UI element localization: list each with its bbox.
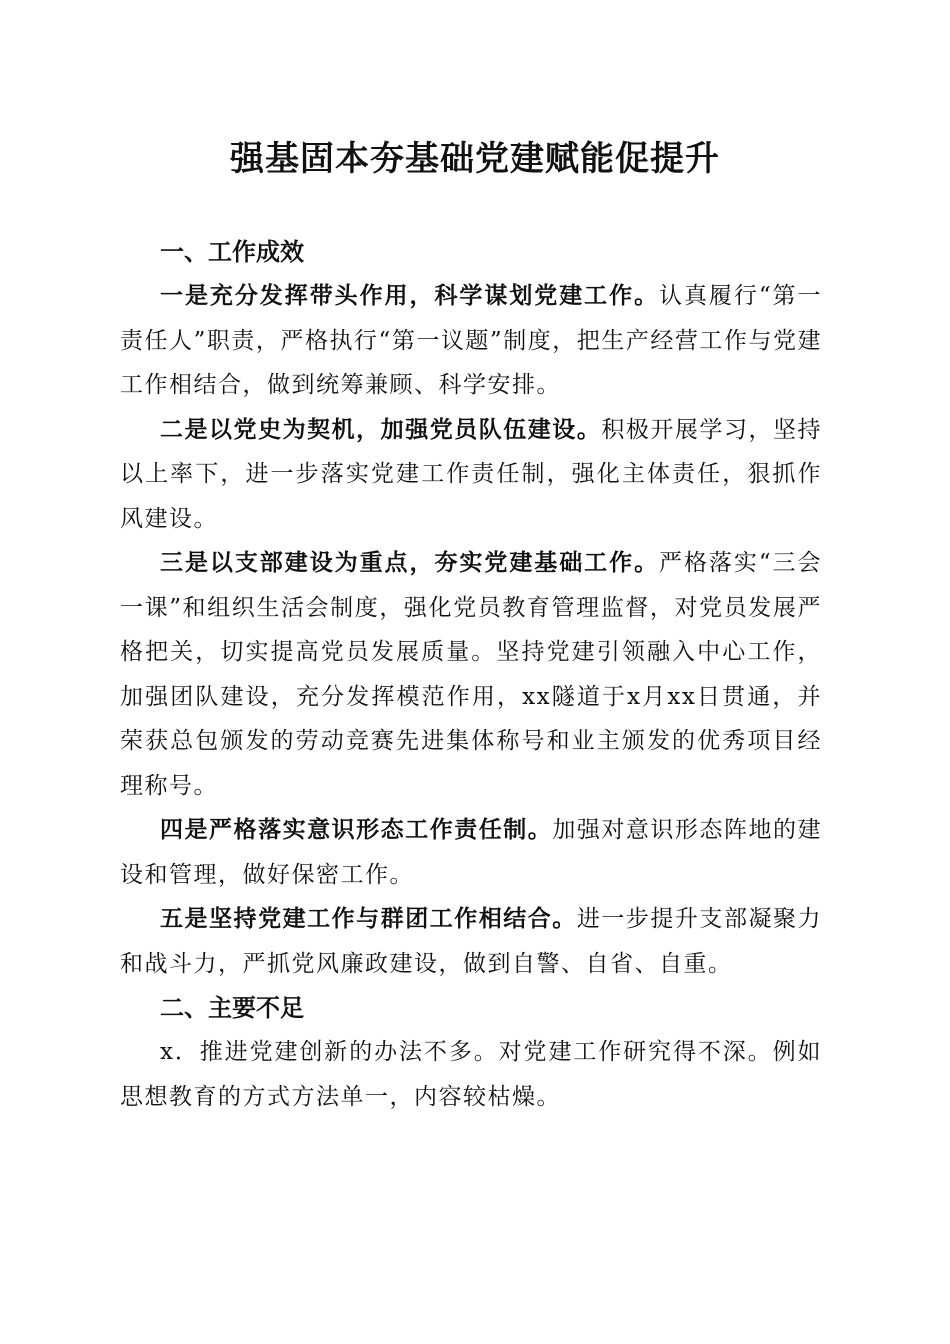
paragraph-lead: 二是以党史为契机，加强党员队伍建设。 [160,415,602,443]
paragraph-lead: 三是以支部建设为重点，夯实党建基础工作。 [160,549,660,576]
paragraph-lead: 一是充分发挥带头作用，科学谋划党建工作。 [160,282,660,309]
paragraph-item-3 [120,541,822,808]
paragraph-text: 加强对意识形态阵地的建设和管理，做好保密工作。 [120,817,823,888]
paragraph-lead: 四是严格落实意识形态工作责任制。 [160,816,553,843]
paragraph-text: 进一步提升支部凝聚力和战斗力，严抓党风廉政建设，做到自警、自省、自重。 [120,906,823,977]
paragraph-text: 严格落实“三会一课”和组织生活会制度，强化党员教育管理监督，对党员发展严格把关，切实提高党员发展质量。坚持党建引领融入中心工作，加强团队建设，充分发挥模范作用，xx隧道于x月xx日贯通，并荣获总包颁发的劳动竞赛先进集体称号和业主颁发的优秀项目经理称号。 [120,550,822,799]
paragraph-item-2 [120,408,822,542]
document-title: 强基固本夯基础党建赋能促提升 [230,139,720,179]
paragraph-text: 积极开展学习，坚持以上率下，进一步落实党建工作责任制，强化主体责任，狠抓作风建设。 [120,416,823,532]
section-heading-achievements: 一、工作成效 [160,238,304,266]
paragraph-item-5 [120,897,822,986]
paragraph-item-4 [120,808,822,897]
paragraph-shortcoming-1: x．推进党建创新的办法不多。对党建工作研究得不深。例如思想教育的方式方法单一，内容较枯燥。 [120,1039,822,1110]
paragraph-lead: 五是坚持党建工作与群团工作相结合。 [160,905,577,932]
paragraph-text: 认真履行“第一责任人”职责，严格执行“第一议题”制度，把生产经营工作与党建工作相结合，做到统筹兼顾、科学安排。 [120,283,822,398]
section-heading-shortcomings: 二、主要不足 [160,994,304,1022]
paragraph-item-1 [120,274,822,408]
document-body [120,230,822,1119]
